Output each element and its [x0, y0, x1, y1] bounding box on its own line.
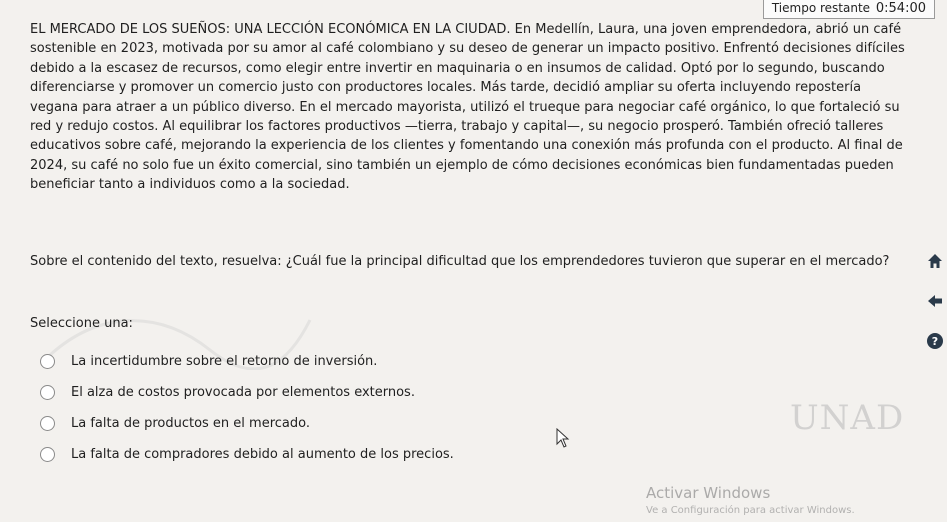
select-prompt: Seleccione una: — [30, 316, 133, 331]
radio-button[interactable] — [40, 447, 55, 462]
answer-option-d[interactable] — [40, 439, 454, 470]
radio-button[interactable] — [40, 416, 55, 431]
question-text: Sobre el contenido del texto, resuelva: ¿Cuál fue la principal dificultad que los emprendedores tuvieron que superar en el mercado? — [30, 254, 890, 269]
answer-option-label: La falta de productos en el mercado. — [71, 416, 310, 431]
answer-option-b[interactable] — [40, 377, 454, 408]
arrow-left-icon[interactable] — [924, 290, 946, 312]
unad-logo-watermark: UNAD — [790, 398, 905, 438]
radio-button[interactable] — [40, 354, 55, 369]
answer-option-label: La falta de compradores debido al aumento de los precios. — [71, 447, 454, 462]
radio-button[interactable] — [40, 385, 55, 400]
activate-windows-subtitle: Ve a Configuración para activar Windows. — [646, 505, 855, 516]
activate-windows-title: Activar Windows — [646, 484, 771, 502]
side-toolbar — [923, 250, 947, 352]
question-passage: EL MERCADO DE LOS SUEÑOS: UNA LECCIÓN ECONÓMICA EN LA CIUDAD. En Medellín, Laura, una joven emprendedora, abrió un café sostenible en 2023, motivada por su amor al café colombiano y su deseo de generar un impacto positivo. Enfrentó decisiones difíciles debido a la escasez de recursos, como elegir entre invertir en maquinaria o en insumos de calidad. Optó por lo segundo, buscando diferenciarse y promover un comercio justo con productores locales. Más tarde, decidió ampliar su oferta incluyendo repostería vegana para atraer a un público diverso. En el mercado mayorista, utilizó el trueque para negociar café orgánico, lo que fortaleció su red y redujo costos. Al equilibrar los factores productivos —tierra, trabajo y capital—, su negocio prosperó. También ofreció talleres educativos sobre café, mejorando la experiencia de los clientes y fomentando una conexión más profunda con el producto. Al final de 2024, su café no solo fue un éxito comercial, sino también un ejemplo de cómo decisiones económicas bien fundamentadas pueden beneficiar tanto a individuos como a la sociedad. — [30, 22, 905, 193]
timer-label: Tiempo restante — [771, 1, 871, 15]
timer-value: 0:54:00 — [875, 1, 926, 16]
answer-options — [40, 346, 454, 470]
answer-option-label: La incertidumbre sobre el retorno de inversión. — [71, 354, 378, 369]
answer-option-c[interactable] — [40, 408, 454, 439]
timer-box — [763, 0, 935, 19]
mouse-pointer-icon — [556, 428, 570, 452]
answer-option-label: El alza de costos provocada por elementos externos. — [71, 385, 415, 400]
help-icon[interactable]: ? — [924, 330, 946, 352]
answer-option-a[interactable] — [40, 346, 454, 377]
home-icon[interactable] — [924, 250, 946, 272]
